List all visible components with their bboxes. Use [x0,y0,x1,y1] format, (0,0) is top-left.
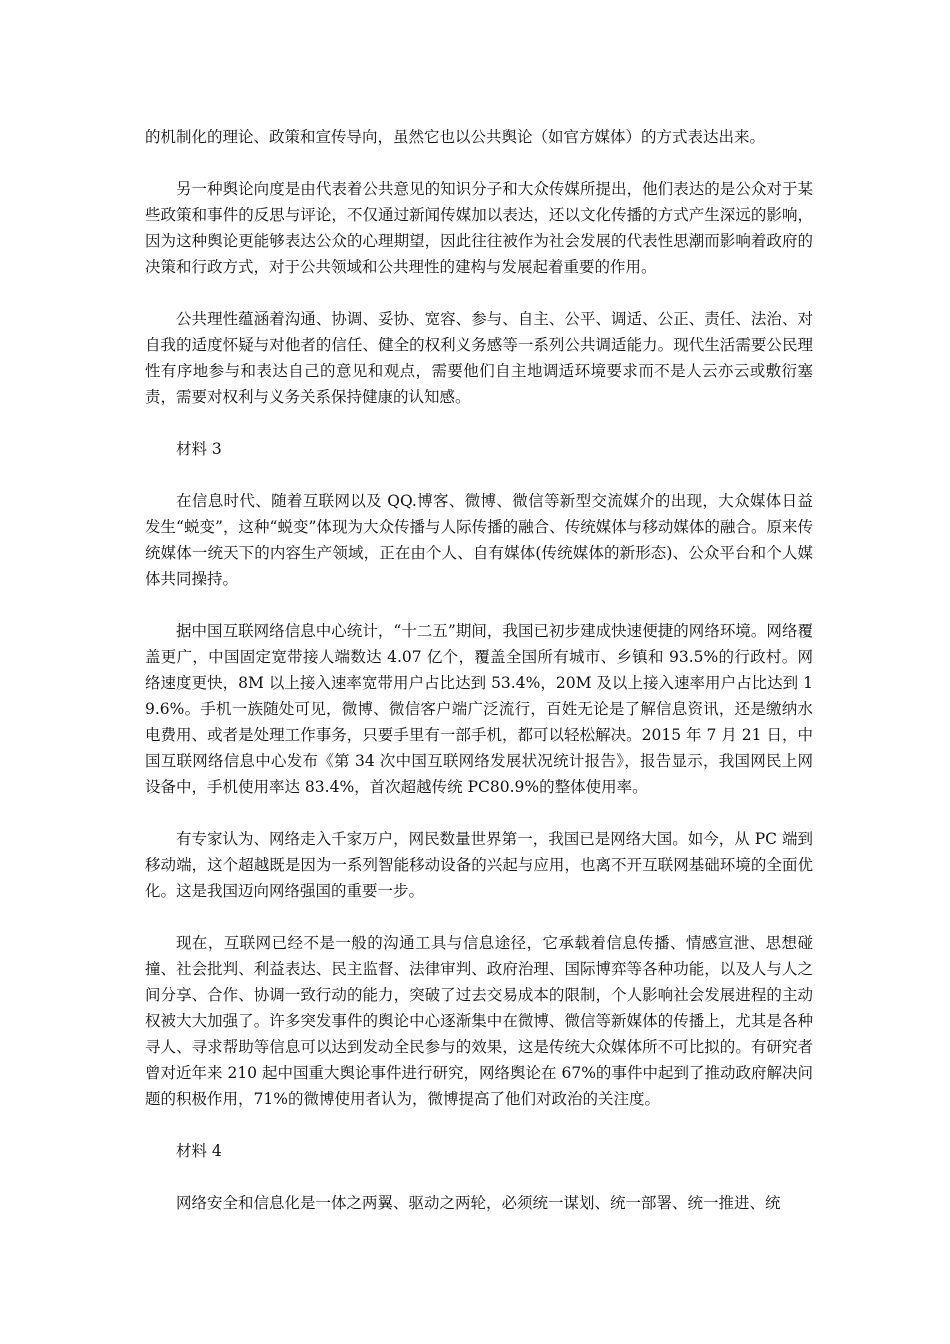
paragraph-public-opinion: 另一种舆论向度是由代表着公共意见的知识分子和大众传媒所提出，他们表达的是公众对于某些政策和事件的反思与评论，不仅通过新闻传媒加以表达，还以文化传播的方式产生深远的影响，因为这种舆论更能够表达公众的心理期望，因此往往被作为社会发展的代表性思潮而影响着政府的决策和行政方式，对于公共领域和公共理性的建构与发展起着重要的作用。 [145,180,813,276]
paragraph-continuation: 的机制化的理论、政策和宣传导向，虽然它也以公共舆论（如官方媒体）的方式表达出来。 [145,128,766,146]
material-3-heading: 材料 3 [176,440,222,458]
paragraph-network-statistics: 据中国互联网络信息中心统计，“十二五”期间，我国已初步建成快速便捷的网络环境。网络覆盖更广，中国固定宽带接人端数达 4.07 亿个，覆盖全国所有城市、乡镇和 93.5%的行政村。网络速度更快，8M 以上接入速率宽带用户占比达到 53.4%，20M 及以上接入速率用户占比达到 19.6%。手机一族随处可见，微博、微信客户端广泛流行，百姓无论是了解信息资讯，还是缴纳水电费用、或者是处理工作事务，只要手里有一部手机，都可以轻松解决。2015 年 7 月 21 日，中国互联网络信息中心发布《第 34 次中国互联网络发展状况统计报告》，报告显示，我国网民上网设备中，手机使用率达 83.4%，首次超越传统 PC80.9%的整体使用率。 [145,622,813,796]
paragraph-expert-view: 有专家认为、网络走入千家万户，网民数量世界第一，我国已是网络大国。如今，从 PC 端到移动端，这个超越既是因为一系列智能移动设备的兴起与应用，也离不开互联网基础环境的全面优化。这是我国迈向网络强国的重要一步。 [145,830,813,900]
paragraph-public-reason: 公共理性蕴涵着沟通、协调、妥协、宽容、参与、自主、公平、调适、公正、责任、法治、对自我的适度怀疑与对他者的信任、健全的权利义务感等一系列公共调适能力。现代生活需要公民理性有序地参与和表达自己的意见和观点，需要他们自主地调适环境要求而不是人云亦云或敷衍塞责，需要对权利与义务关系保持健康的认知感。 [145,310,813,406]
material-4-heading: 材料 4 [176,1142,222,1160]
paragraph-network-security: 网络安全和信息化是一体之两翼、驱动之两轮，必须统一谋划、统一部署、统一推进、统 [176,1194,781,1212]
paragraph-internet-functions: 现在，互联网已经不是一般的沟通工具与信息途径，它承载着信息传播、情感宣泄、思想碰撞、社会批判、利益表达、民主监督、法律审判、政府治理、国际博弈等各种功能，以及人与人之间分享、合作、协调一致行动的能力，突破了过去交易成本的限制，个人影响社会发展进程的主动权被大大加强了。许多突发事件的舆论中心逐渐集中在微博、微信等新媒体的传播上，尤其是各种寻人、寻求帮助等信息可以达到发动全民参与的效果，这是传统大众媒体所不可比拟的。有研究者曾对近年来 210 起中国重大舆论事件进行研究，网络舆论在 67%的事件中起到了推动政府解决问题的积极作用，71%的微博使用者认为，微博提高了他们对政治的关注度。 [145,934,813,1108]
document-body [145,124,813,1242]
paragraph-media-transformation: 在信息时代、随着互联网以及 QQ.博客、微博、微信等新型交流媒介的出现，大众媒体日益发生“蜕变”，这种“蜕变”体现为大众传播与人际传播的融合、传统媒体与移动媒体的融合。原来传统媒体一统天下的内容生产领域，正在由个人、自有媒体(传统媒体的新形态)、公众平台和个人媒体共同操持。 [145,492,813,588]
